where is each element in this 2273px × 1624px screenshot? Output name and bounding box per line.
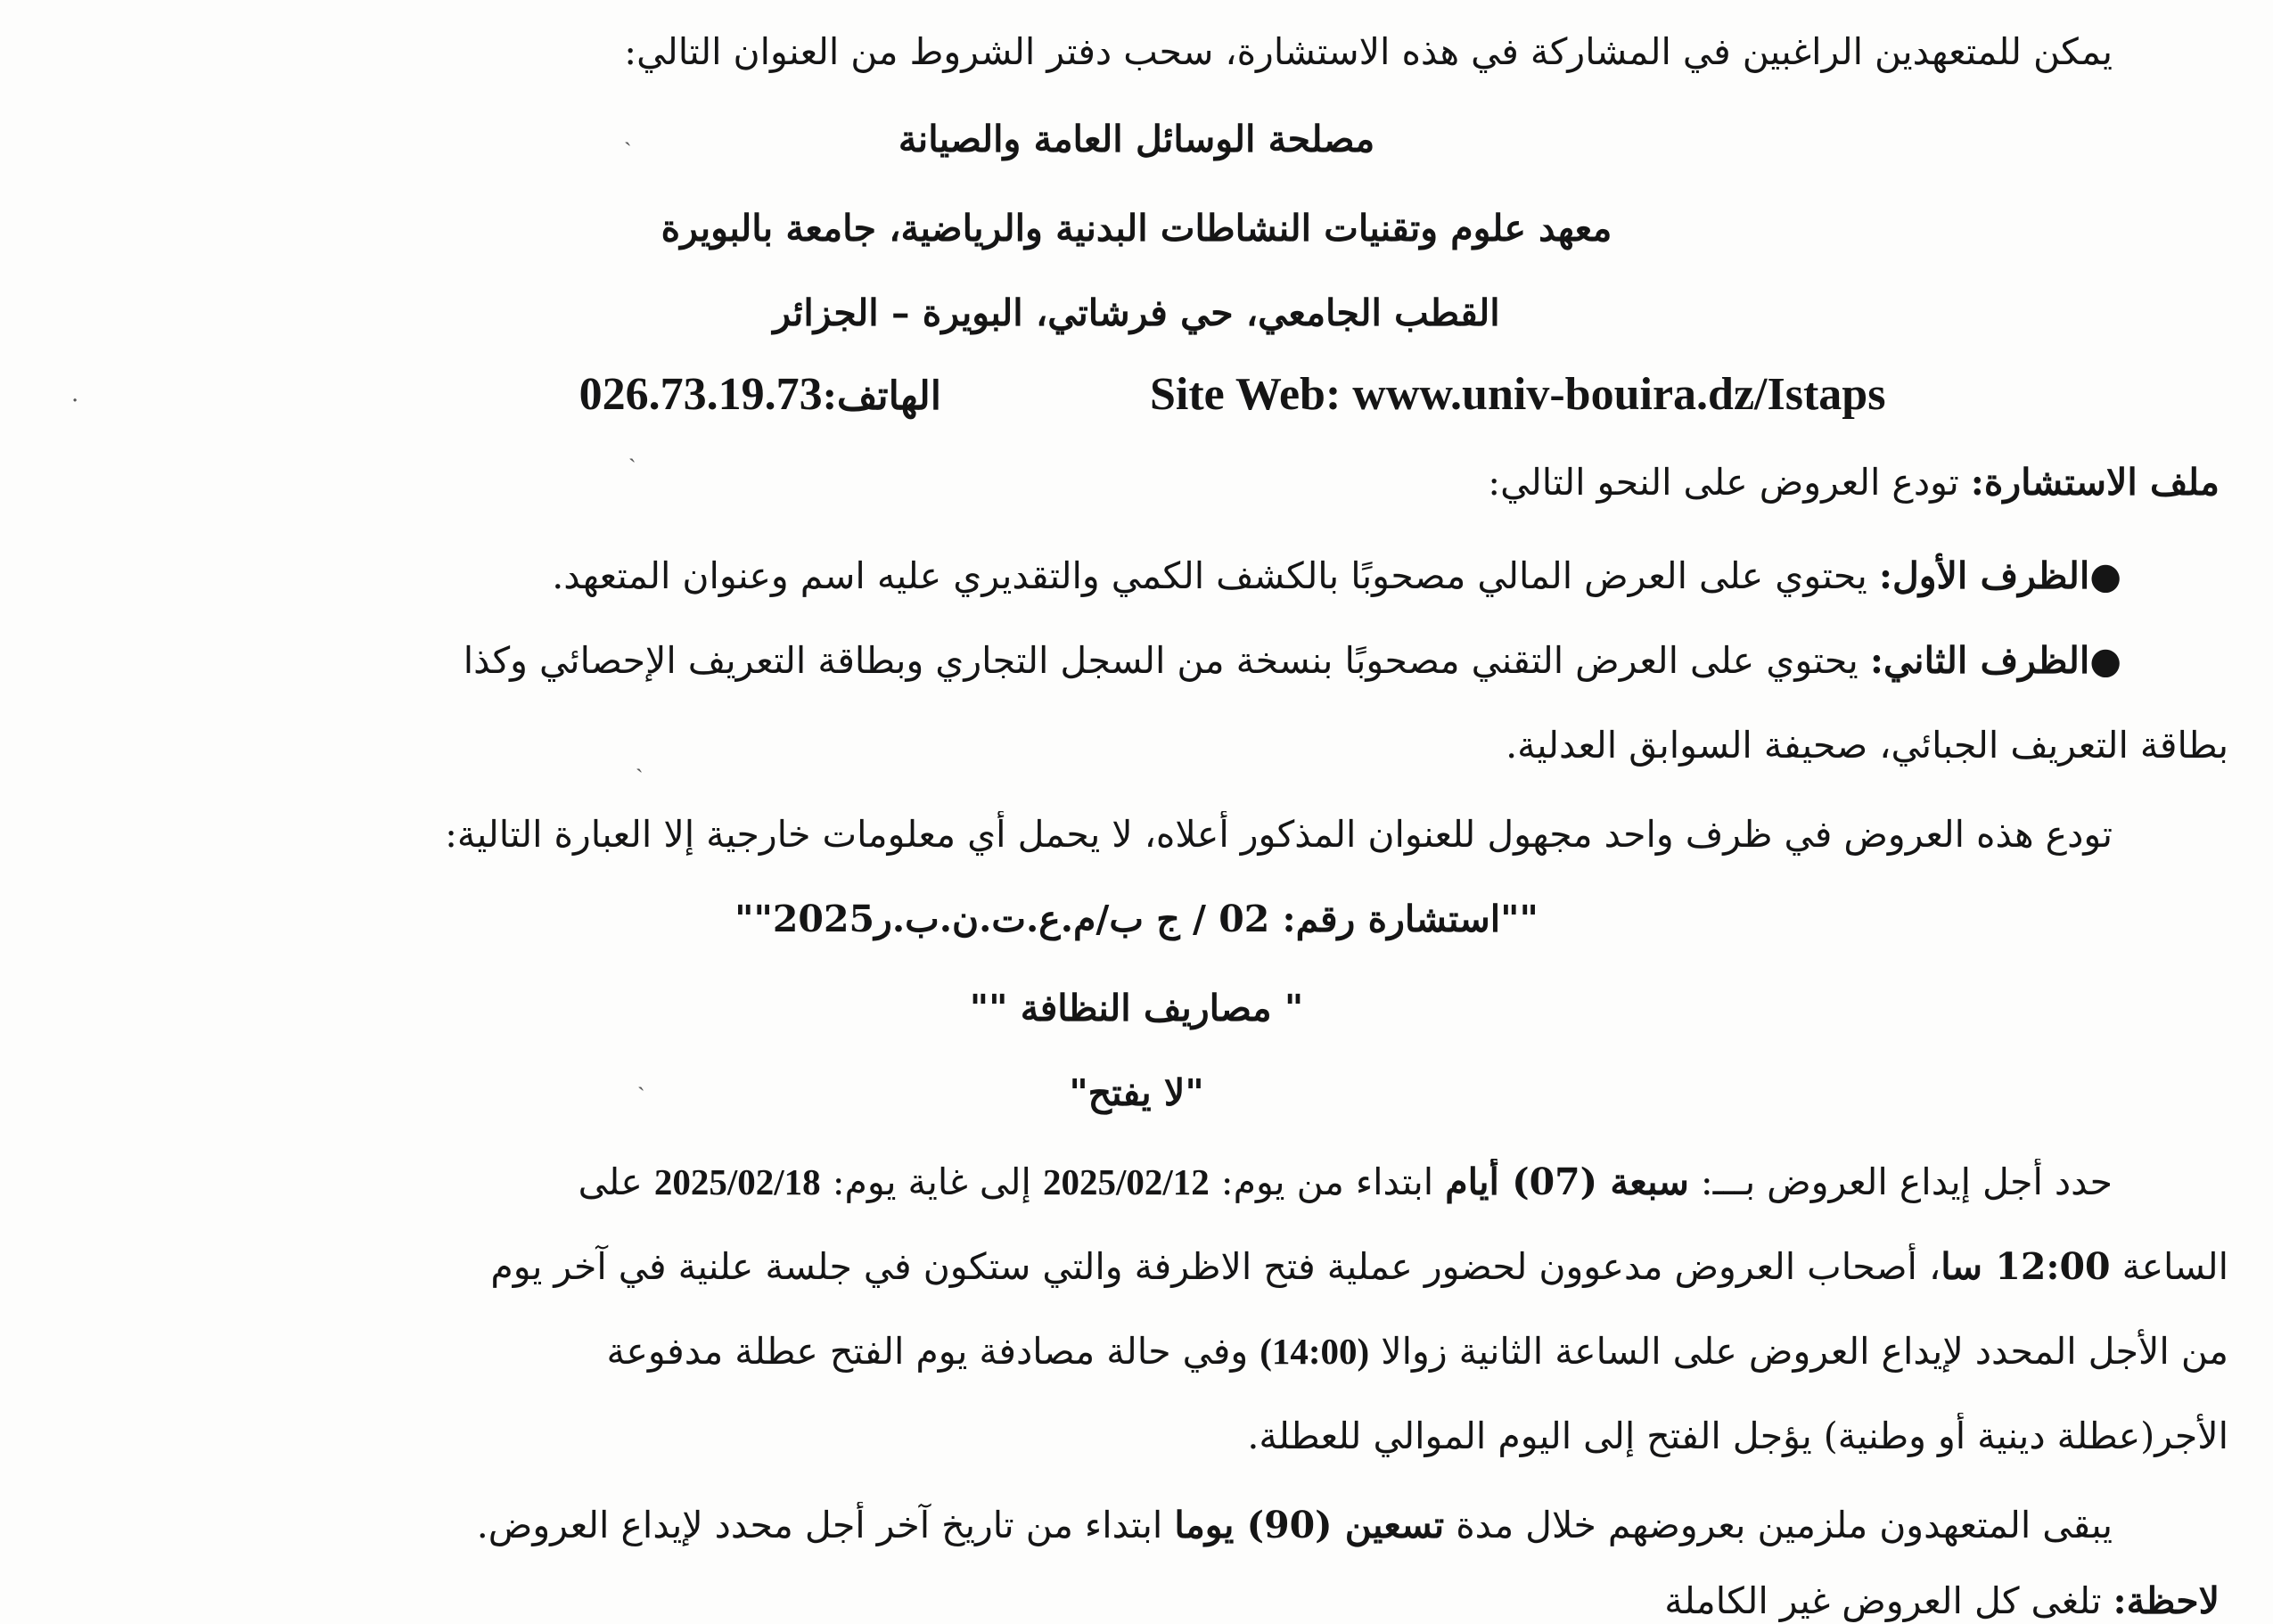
envelope2-line2: بطاقة التعريف الجبائي، صحيفة السوابق العدلية. — [1506, 724, 2228, 767]
deadline-text: على — [578, 1161, 654, 1203]
file-label: ملف الاستشارة: — [1970, 461, 2220, 504]
envelope2-line — [196, 637, 2121, 684]
deadline-line1 — [196, 1159, 2113, 1205]
scan-speck: ˏ — [628, 437, 636, 463]
scan-speck: ˏ — [636, 747, 644, 774]
note-label: لاحظة: — [2113, 1579, 2220, 1622]
file-text: تودع العروض على النحو التالي: — [1488, 461, 1971, 504]
envelope2-text: يحتوي على العرض التقني مصحوبًا بنسخة من السجل التجاري وبطاقة التعريف الإحصائي وكذا — [463, 639, 1870, 682]
website-link[interactable]: Site Web: www.univ-bouira.dz/Istaps — [1150, 369, 1886, 420]
validity-line — [196, 1502, 2113, 1548]
phone-line — [496, 368, 941, 423]
address-institute: معهد علوم وتقنيات النشاطات البدنية والرياضية، جامعة بالبويرة — [661, 207, 1612, 250]
deposit-note: تودع هذه العروض في ظرف واحد مجهول للعنوان المذكور أعلاه، لا يحمل أي معلومات خارجية إلا العبارة التالية: — [445, 813, 2113, 856]
deadline-text: حدد أجل إيداع العروض بـــ: — [1688, 1161, 2113, 1203]
scan-speck: ˏ — [637, 1065, 645, 1092]
intro-line: يمكن للمتعهدين الراغبين في المشاركة في هذه الاستشارة، سحب دفتر الشروط من العنوان التالي: — [624, 30, 2113, 73]
note-line — [196, 1578, 2220, 1624]
validity-text: ابتداء من تاريخ آخر أجل محدد لإيداع العروض. — [476, 1504, 1175, 1546]
address-location: القطب الجامعي، حي فرشاتي، البويرة – الجزائر — [773, 291, 1500, 334]
deadline-text: وفي حالة مصادفة يوم الفتح عطلة مدفوعة — [606, 1330, 1260, 1373]
validity-duration: تسعين (90) يوما — [1174, 1504, 1445, 1546]
scan-speck: ˏ — [624, 120, 632, 147]
scan-speck: · — [71, 388, 79, 414]
opening-hour: (14:00) — [1260, 1331, 1370, 1372]
deadline-hour: 12:00 سا — [1941, 1245, 2111, 1288]
validity-text: يبقى المتعهدون ملزمين بعروضهم خلال مدة — [1444, 1504, 2113, 1546]
deadline-text: الساعة — [2110, 1245, 2228, 1288]
envelope1-line — [196, 553, 2121, 599]
deadline-line4: الأجر(عطلة دينية أو وطنية) يؤجل الفتح إلى اليوم الموالي للعطلة. — [1247, 1415, 2228, 1457]
envelope2-label: ●الظرف الثاني: — [1869, 639, 2121, 682]
deadline-line3 — [196, 1328, 2228, 1374]
deadline-text: ابتداء من يوم: — [1209, 1161, 1446, 1203]
do-not-open: "لا يفتح" — [1069, 1071, 1204, 1114]
deadline-text: ، أصحاب العروض مدعوون لحضور عملية فتح الاظرفة والتي ستكون في جلسة علنية في آخر يوم — [490, 1245, 1941, 1288]
address-service: مصلحة الوسائل العامة والصيانة — [898, 118, 1375, 160]
note-text: تلغى كل العروض غير الكاملة — [1664, 1579, 2113, 1622]
phone-label: الهاتف: — [822, 373, 941, 419]
phone-number: 026.73.19.73 — [579, 369, 823, 420]
deadline-start-date: 2025/02/12 — [1042, 1161, 1210, 1202]
envelope1-label: ●الظرف الأول: — [1878, 554, 2121, 597]
envelope1-text: يحتوي على العرض المالي مصحوبًا بالكشف الكمي والتقديري عليه اسم وعنوان المتعهد. — [552, 554, 1879, 597]
deadline-days: سبعة (07) أيام — [1445, 1161, 1689, 1203]
file-line — [196, 459, 2220, 505]
consultation-subject: " مصاريف النظافة "" — [969, 987, 1304, 1029]
deadline-line2 — [196, 1243, 2228, 1290]
deadline-text: إلى غاية يوم: — [820, 1161, 1043, 1203]
deadline-text: من الأجل المحدد لإيداع العروض على الساعة الثانية زوالا — [1369, 1330, 2228, 1373]
deadline-end-date: 2025/02/18 — [653, 1161, 821, 1202]
consultation-number: ""استشارة رقم: 02 / ج ب/م.ع.ت.ن.ب.ر2025"" — [734, 898, 1539, 940]
